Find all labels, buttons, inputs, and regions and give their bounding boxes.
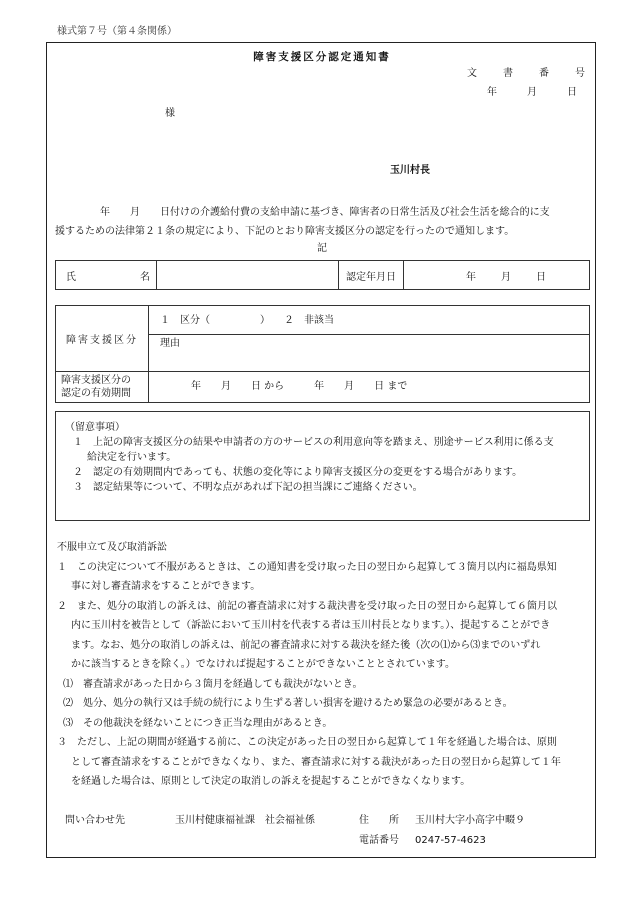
issuer-name: 玉川村長 [390, 165, 430, 176]
notice-frame [46, 42, 596, 858]
issue-date [487, 88, 577, 98]
phone-label: 電話番号 [359, 835, 399, 846]
note-item-3: ３ 認定結果等について、不明な点があれば下記の担当課にご連絡ください。 [73, 482, 423, 493]
name-label [66, 261, 150, 289]
appeal-line: かに該当するときを除く。）でなければ提起することができないこととされています。 [71, 659, 455, 670]
notes-heading: （留意事項） [65, 422, 125, 433]
divider [56, 371, 589, 372]
phone-value: 0247-57-4623 [415, 835, 486, 846]
divider [156, 261, 157, 289]
appeal-subitem: ⑵ 処分、処分の執行又は手続の続行により生ずる著しい損害を避けるため緊急の必要があるとき。 [63, 698, 513, 709]
validity-label-line: 障害支援区分の [61, 375, 131, 386]
body-text [55, 203, 550, 241]
divider [148, 334, 589, 335]
name-label-char: 氏 [66, 271, 76, 283]
doc-number-char: 文 [467, 68, 477, 79]
divider [148, 306, 149, 402]
body-line: 援するための法律第２１条の規定により、下記のとおり障害支援区分の認定を行ったので通知します。 [55, 226, 515, 237]
cert-year: 年 [466, 271, 476, 283]
date-year: 年 [487, 87, 497, 98]
validity-label-line: 認定の有効期間 [61, 388, 131, 399]
ki-label: 記 [317, 243, 327, 254]
validity-value: 年 月 日 から 年 月 日 まで [191, 381, 408, 392]
cert-month: 月 [501, 271, 511, 283]
divider [403, 261, 404, 289]
doc-number-char: 号 [575, 68, 585, 79]
notes-box [55, 411, 590, 521]
cert-day: 日 [536, 271, 546, 283]
address-value: 玉川村大字小高字中畷９ [415, 815, 525, 826]
name-label-char: 名 [140, 271, 150, 283]
date-day: 日 [567, 87, 577, 98]
appeal-line: ます。なお、処分の取消しの訴えは、前記の審査請求に対する裁決を経た後（次の⑴から⑶までのいずれ [71, 639, 541, 651]
category-option-2: ２ 非該当 [284, 315, 334, 326]
form-number-label: 様式第７号（第４条関係） [57, 26, 177, 37]
contact-department: 玉川村健康福祉課 社会福祉係 [175, 815, 315, 826]
doc-number-label [467, 69, 585, 79]
addressee-suffix: 様 [165, 108, 175, 119]
appeal-heading: 不服申立て及び取消訴訟 [57, 542, 167, 553]
appeal-line: として審査請求をすることができなくなり、また、審査請求に対する裁決があった日の翌日から起算して１年 [71, 756, 561, 768]
date-month: 月 [527, 87, 537, 98]
cert-date-label: 認定年月日 [346, 271, 396, 283]
address-label: 住 所 [359, 815, 399, 826]
appeal-subitem: ⑶ その他裁決を経ないことにつき正当な理由があるとき。 [63, 717, 333, 729]
notes-content [65, 420, 554, 495]
body-line: 年 月 日付けの介護給付費の支給申請に基づき、障害者の日常生活及び社会生活を総合的に支 [100, 207, 550, 218]
cert-date-value [466, 261, 546, 289]
note-item-2: ２ 認定の有効期間内であっても、状態の変化等により障害支援区分の変更をする場合があります。 [73, 467, 523, 478]
doc-number-char: 番 [539, 68, 549, 79]
appeal-line: を経過した場合は、原則として決定の取消しの訴えを提起することができなくなります。 [71, 776, 471, 787]
divider [338, 261, 339, 289]
category-table [55, 305, 590, 403]
name-table [55, 260, 590, 290]
note-item-1: １ 上記の障害支援区分の結果や申請者の方のサービスの利用意向等を踏まえ、別途サービス利用に係る支 [73, 437, 554, 448]
appeal-line: 事に対し審査請求をすることができます。 [71, 581, 261, 592]
note-item-1-cont: 給決定を行います。 [87, 452, 177, 463]
reason-label: 理由 [160, 338, 180, 349]
category-label: 障害支援区分 [66, 335, 138, 346]
validity-label [61, 374, 131, 400]
document-title: 障害支援区分認定通知書 [253, 51, 391, 63]
doc-number-char: 書 [503, 68, 513, 79]
appeal-section [57, 538, 561, 792]
appeal-line: ２ また、処分の取消しの訴えは、前記の審査請求に対する裁決書を受け取った日の翌日から起算して６箇月以 [57, 600, 557, 612]
contact-label: 問い合わせ先 [65, 815, 125, 826]
category-option-1: １ 区分（ ） [160, 315, 270, 326]
appeal-subitem: ⑴ 審査請求があった日から３箇月を経過しても裁決がないとき。 [63, 678, 363, 690]
appeal-line: １ この決定について不服があるときは、この通知書を受け取った日の翌日から起算して３箇月以内に福島県知 [57, 561, 557, 573]
appeal-line: ３ ただし、上記の期間が経過する前に、この決定があった日の翌日から起算して１年を経過した場合は、原則 [57, 737, 557, 748]
appeal-line: 内に玉川村を被告として（訴訟において玉川村を代表する者は玉川村長となります。）、提起することができ [71, 620, 551, 631]
